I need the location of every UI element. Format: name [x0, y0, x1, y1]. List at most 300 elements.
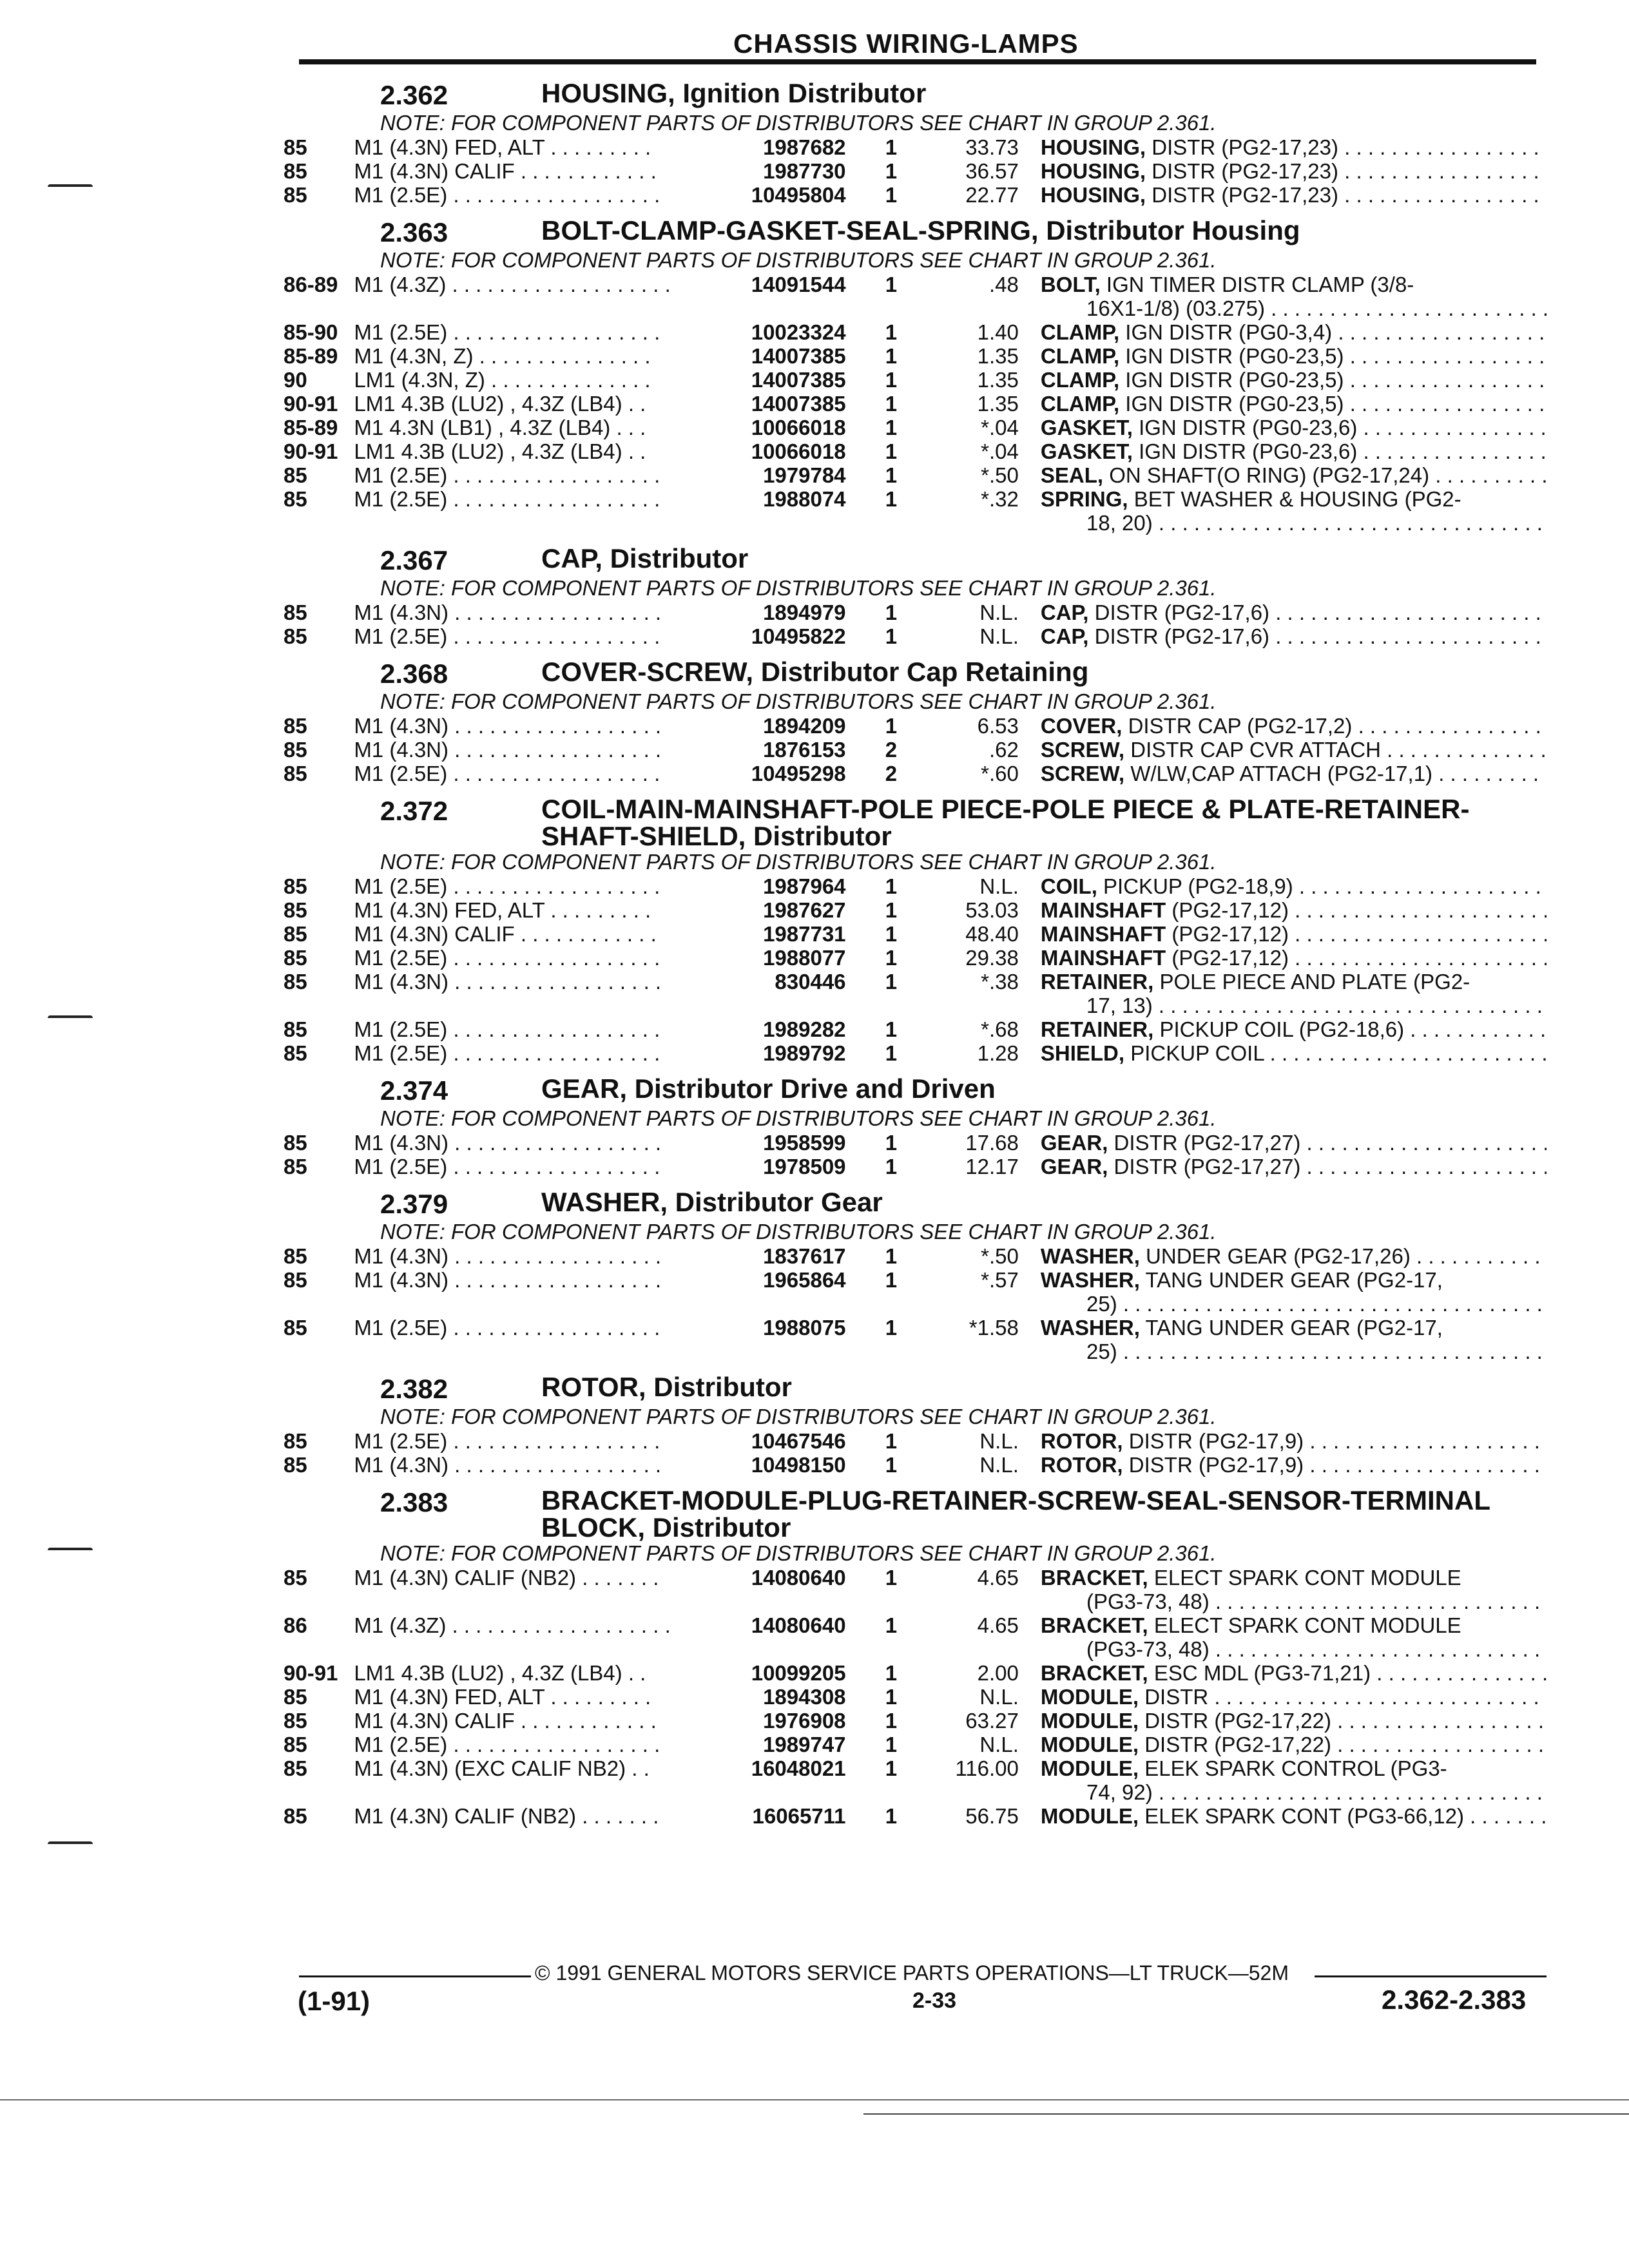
description-text: UNDER GEAR (PG2-17,26) . . .	[1140, 1244, 1547, 1268]
part-number: 1987964	[763, 874, 846, 898]
section-header	[380, 1075, 1547, 1106]
part-row	[284, 1316, 1547, 1340]
part-number: 10467546	[751, 1429, 846, 1453]
part-description	[1041, 601, 1547, 624]
description-text: ELEK SPARK CONTROL (PG3-	[1139, 1756, 1447, 1780]
section-number: 2.372	[380, 796, 448, 826]
part-row	[284, 1131, 1547, 1155]
section-2-372	[284, 796, 1547, 1065]
description-continuation-row	[284, 296, 1547, 320]
part-description	[1041, 416, 1547, 439]
part-description	[1041, 946, 1547, 970]
section-header	[380, 1487, 1547, 1541]
part-description	[1041, 368, 1547, 392]
part-description	[1041, 1155, 1547, 1178]
part-description	[1041, 1453, 1547, 1477]
part-row	[284, 1685, 1547, 1709]
description-continuation-row	[284, 994, 1547, 1017]
part-number: 1989792	[763, 1041, 846, 1065]
part-row	[284, 1661, 1547, 1685]
model-application: M1 (4.3N) CALIF (NB2) . . . . . . .	[354, 1804, 659, 1828]
continuation-text: 25) . . .	[1086, 1292, 1547, 1316]
description-keyword: SHIELD,	[1040, 1041, 1125, 1065]
part-description	[1041, 1661, 1547, 1685]
part-number: 1979784	[763, 463, 846, 487]
description-text: DISTR (PG2-17,23) . . .	[1146, 135, 1547, 159]
quantity: 1	[885, 1566, 898, 1590]
price: N.L.	[979, 601, 1019, 624]
description-text: POLE PIECE AND PLATE (PG2-	[1153, 970, 1470, 994]
price: 4.65	[977, 1613, 1019, 1637]
part-row	[284, 320, 1547, 344]
part-number: 10495822	[751, 624, 846, 648]
model-application: M1 (4.3N) . . . . . . . . . . . . . . . . . .	[354, 1268, 662, 1292]
part-number: 1894979	[763, 601, 846, 624]
quantity: 1	[885, 1685, 898, 1709]
model-application: LM1 4.3B (LU2) , 4.3Z (LB4) . .	[354, 1661, 646, 1685]
part-number: 1987627	[763, 898, 846, 922]
part-number: 1987730	[763, 159, 846, 183]
section-header	[380, 80, 1547, 111]
description-keyword: GASKET,	[1040, 439, 1133, 463]
description-keyword: MAINSHAFT	[1040, 946, 1166, 970]
description-keyword: COIL,	[1040, 874, 1097, 898]
model-application: M1 (2.5E) . . . . . . . . . . . . . . . . . .	[354, 1017, 660, 1041]
description-text: (PG2-17,12) . . .	[1166, 946, 1547, 970]
price: *.57	[981, 1268, 1019, 1292]
part-row	[284, 344, 1547, 368]
model-year: 85	[284, 898, 307, 922]
quantity: 1	[885, 463, 898, 487]
part-number: 1894209	[763, 714, 846, 738]
description-keyword: MODULE,	[1040, 1685, 1139, 1709]
part-row	[284, 738, 1547, 762]
model-year: 85	[284, 1316, 307, 1340]
description-text: ESC MDL (PG3-71,21) . . .	[1148, 1661, 1547, 1685]
description-text: DISTR (PG2-17,27) . . .	[1108, 1155, 1547, 1178]
part-number: 14080640	[751, 1566, 846, 1590]
section-title: COIL-MAIN-MAINSHAFT-POLE PIECE-POLE PIECE & PLATE-RETAINER-SHAFT-SHIELD, Distributor	[541, 794, 1470, 851]
part-row	[284, 416, 1547, 439]
section-number: 2.367	[380, 545, 448, 575]
description-continuation-row	[284, 1590, 1547, 1613]
part-number: 10495298	[751, 762, 846, 785]
part-row	[284, 1733, 1547, 1756]
model-year: 86	[284, 1613, 307, 1637]
part-row	[284, 922, 1547, 946]
part-description	[1041, 898, 1547, 922]
model-year: 85	[284, 1041, 307, 1065]
section-note: NOTE: FOR COMPONENT PARTS OF DISTRIBUTORS SEE CHART IN GROUP 2.361.	[380, 1220, 1217, 1244]
description-keyword: HOUSING,	[1040, 159, 1146, 183]
model-application: LM1 4.3B (LU2) , 4.3Z (LB4) . .	[354, 439, 646, 463]
price: N.L.	[979, 1685, 1019, 1709]
part-row	[284, 159, 1547, 183]
price: *.68	[981, 1017, 1019, 1041]
model-year: 85	[284, 135, 307, 159]
section-header	[380, 1189, 1547, 1220]
price: 1.40	[977, 320, 1019, 344]
price: 33.73	[965, 135, 1019, 159]
price: .62	[989, 738, 1019, 762]
model-year: 85	[284, 159, 307, 183]
part-description	[1041, 922, 1547, 946]
footer-page-number: 2-33	[912, 1988, 957, 2013]
section-number: 2.379	[380, 1189, 448, 1219]
model-application: M1 (2.5E) . . . . . . . . . . . . . . . . . .	[354, 624, 660, 648]
description-text: PICKUP COIL (PG2-18,6) . . .	[1153, 1017, 1547, 1041]
part-number: 10099205	[751, 1661, 846, 1685]
model-application: M1 (4.3N) FED, ALT . . . . . . . . .	[354, 135, 651, 159]
part-description	[1041, 1566, 1547, 1590]
model-application: M1 (2.5E) . . . . . . . . . . . . . . . . . .	[354, 1429, 660, 1453]
price: 1.28	[977, 1041, 1019, 1065]
quantity: 1	[885, 273, 898, 296]
quantity: 1	[885, 1804, 898, 1828]
description-keyword: MODULE,	[1040, 1756, 1139, 1780]
part-row	[284, 1566, 1547, 1590]
description-text: DISTR CAP CVR ATTACH . . .	[1124, 738, 1547, 762]
price: 4.65	[977, 1566, 1019, 1590]
model-application: M1 (2.5E) . . . . . . . . . . . . . . . . . .	[354, 762, 660, 785]
part-row	[284, 392, 1547, 416]
margin-mark	[48, 1841, 93, 1844]
section-note: NOTE: FOR COMPONENT PARTS OF DISTRIBUTORS SEE CHART IN GROUP 2.361.	[380, 689, 1217, 713]
quantity: 1	[885, 416, 898, 439]
part-description	[1041, 1685, 1547, 1709]
description-text: IGN DISTR (PG0-23,6) . . .	[1133, 439, 1547, 463]
section-number: 2.362	[380, 80, 448, 110]
section-note: NOTE: FOR COMPONENT PARTS OF DISTRIBUTORS SEE CHART IN GROUP 2.361.	[380, 248, 1217, 272]
description-keyword: SEAL,	[1040, 463, 1104, 487]
continuation-text: 17, 13) . . .	[1086, 994, 1547, 1017]
section-header	[380, 658, 1547, 689]
section-title: GEAR, Distributor Drive and Driven	[541, 1073, 996, 1104]
part-number: 14091544	[751, 273, 846, 296]
model-application: M1 (2.5E) . . . . . . . . . . . . . . . . . .	[354, 1316, 660, 1340]
description-continuation	[1045, 994, 1547, 1017]
price: N.L.	[979, 1733, 1019, 1756]
part-description	[1041, 392, 1547, 416]
price: N.L.	[979, 874, 1019, 898]
description-continuation-row	[284, 1780, 1547, 1804]
model-application: M1 (4.3N) . . . . . . . . . . . . . . . . . .	[354, 601, 662, 624]
section-2-363	[284, 217, 1547, 535]
part-number: 1958599	[763, 1131, 846, 1155]
model-year: 85	[284, 1017, 307, 1041]
model-year: 85	[284, 1244, 307, 1268]
description-keyword: MODULE,	[1040, 1804, 1139, 1828]
part-row	[284, 874, 1547, 898]
price: 1.35	[977, 392, 1019, 416]
quantity: 1	[885, 1017, 898, 1041]
part-number: 14080640	[751, 1613, 846, 1637]
price: *.38	[981, 970, 1019, 994]
quantity: 1	[885, 1155, 898, 1178]
section-number: 2.363	[380, 217, 448, 247]
description-keyword: MODULE,	[1040, 1733, 1139, 1756]
part-row	[284, 970, 1547, 994]
section-title: COVER-SCREW, Distributor Cap Retaining	[541, 657, 1089, 687]
part-number: 16048021	[751, 1756, 846, 1780]
model-application: M1 (2.5E) . . . . . . . . . . . . . . . . . .	[354, 1733, 660, 1756]
quantity: 1	[885, 922, 898, 946]
part-row	[284, 1017, 1547, 1041]
quantity: 1	[885, 368, 898, 392]
description-keyword: CAP,	[1040, 601, 1089, 624]
part-number: 10066018	[751, 439, 846, 463]
section-number: 2.383	[380, 1487, 448, 1517]
description-keyword: SCREW,	[1040, 738, 1125, 762]
part-number: 14007385	[751, 368, 846, 392]
quantity: 1	[885, 714, 898, 738]
footer-date-code: (1-91)	[298, 1986, 371, 2016]
description-text: DISTR (PG2-17,27) . . .	[1108, 1131, 1547, 1155]
description-text: IGN DISTR (PG0-23,5) . . .	[1119, 392, 1547, 416]
description-text: DISTR (PG2-17,23) . . .	[1146, 183, 1547, 207]
part-number: 1988077	[763, 946, 846, 970]
model-year: 85	[284, 487, 307, 511]
part-description	[1041, 874, 1547, 898]
model-application: M1 (2.5E) . . . . . . . . . . . . . . . . . .	[354, 946, 660, 970]
part-description	[1041, 463, 1547, 487]
quantity: 1	[885, 1131, 898, 1155]
price: 2.00	[977, 1661, 1019, 1685]
quantity: 1	[885, 1613, 898, 1637]
description-keyword: BOLT,	[1040, 273, 1101, 296]
section-header	[380, 1374, 1547, 1405]
model-year: 90-91	[284, 392, 338, 416]
description-text: DISTR (PG2-17,22) . . .	[1139, 1709, 1547, 1733]
price: 116.00	[955, 1756, 1019, 1780]
model-application: M1 (2.5E) . . . . . . . . . . . . . . . . . .	[354, 1155, 660, 1178]
model-year: 85	[284, 1429, 307, 1453]
description-text: DISTR (PG2-17,9) . . .	[1123, 1429, 1547, 1453]
part-row	[284, 1453, 1547, 1477]
part-description	[1041, 135, 1547, 159]
model-application: M1 (4.3N) . . . . . . . . . . . . . . . . . .	[354, 738, 662, 762]
section-number: 2.368	[380, 658, 448, 689]
price: 17.68	[965, 1131, 1019, 1155]
continuation-text: (PG3-73, 48) . . .	[1086, 1590, 1547, 1613]
part-description	[1041, 344, 1547, 368]
model-application: M1 (4.3N) . . . . . . . . . . . . . . . . . .	[354, 1244, 662, 1268]
description-keyword: RETAINER,	[1040, 970, 1154, 994]
quantity: 1	[885, 1453, 898, 1477]
part-number: 1987731	[763, 922, 846, 946]
quantity: 2	[885, 738, 898, 762]
quantity: 1	[885, 1661, 898, 1685]
part-row	[284, 368, 1547, 392]
description-continuation-row	[284, 1637, 1547, 1661]
part-description	[1041, 1268, 1547, 1292]
quantity: 1	[885, 320, 898, 344]
description-continuation	[1045, 511, 1547, 535]
quantity: 1	[885, 183, 898, 207]
description-text: PICKUP (PG2-18,9) . . .	[1097, 874, 1547, 898]
description-text: ON SHAFT(O RING) (PG2-17,24) . . .	[1103, 463, 1547, 487]
part-number: 1978509	[763, 1155, 846, 1178]
description-keyword: BRACKET,	[1040, 1613, 1148, 1637]
description-continuation	[1045, 1590, 1547, 1613]
model-application: M1 (2.5E) . . . . . . . . . . . . . . . . . .	[354, 183, 660, 207]
section-note: NOTE: FOR COMPONENT PARTS OF DISTRIBUTORS SEE CHART IN GROUP 2.361.	[380, 1405, 1217, 1428]
model-application: M1 4.3N (LB1) , 4.3Z (LB4) . . .	[354, 416, 646, 439]
description-continuation	[1045, 296, 1547, 320]
model-application: M1 (4.3N) . . . . . . . . . . . . . . . . . .	[354, 714, 662, 738]
model-application: M1 (4.3N) . . . . . . . . . . . . . . . . . .	[354, 1131, 662, 1155]
price: 1.35	[977, 368, 1019, 392]
part-description	[1041, 320, 1547, 344]
model-year: 85	[284, 1756, 307, 1780]
continuation-text: (PG3-73, 48) . . .	[1086, 1637, 1547, 1661]
description-keyword: CLAMP,	[1040, 392, 1120, 416]
part-description	[1041, 1613, 1547, 1637]
quantity: 1	[885, 1244, 898, 1268]
price: 22.77	[965, 183, 1019, 207]
description-keyword: BRACKET,	[1040, 1661, 1148, 1685]
section-title: ROTOR, Distributor	[541, 1372, 792, 1402]
part-description	[1041, 273, 1547, 296]
part-row	[284, 273, 1547, 296]
description-keyword: GASKET,	[1040, 416, 1133, 439]
part-row	[284, 762, 1547, 785]
part-number: 16065711	[752, 1804, 846, 1828]
part-number: 10495804	[751, 183, 846, 207]
part-row	[284, 1155, 1547, 1178]
description-text: IGN DISTR (PG0-23,6) . . .	[1133, 416, 1547, 439]
model-application: M1 (4.3Z) . . . . . . . . . . . . . . . . . . .	[354, 273, 671, 296]
model-year: 85	[284, 922, 307, 946]
model-year: 85	[284, 762, 307, 785]
section-note: NOTE: FOR COMPONENT PARTS OF DISTRIBUTORS SEE CHART IN GROUP 2.361.	[380, 850, 1217, 874]
parts-list	[284, 70, 1547, 1828]
model-application: M1 (2.5E) . . . . . . . . . . . . . . . . . .	[354, 463, 660, 487]
quantity: 1	[885, 159, 898, 183]
model-application: M1 (4.3N) CALIF . . . . . . . . . . . .	[354, 922, 657, 946]
description-continuation	[1045, 1292, 1547, 1316]
description-keyword: HOUSING,	[1040, 183, 1146, 207]
price: 63.27	[965, 1709, 1019, 1733]
quantity: 1	[885, 874, 898, 898]
part-number: 14007385	[751, 392, 846, 416]
part-row	[284, 624, 1547, 648]
description-keyword: SPRING,	[1040, 487, 1128, 511]
section-title: CAP, Distributor	[541, 543, 749, 573]
description-text: ELECT SPARK CONT MODULE	[1148, 1613, 1461, 1637]
page-title: CHASSIS WIRING-LAMPS	[733, 28, 1079, 59]
quantity: 1	[885, 601, 898, 624]
price: N.L.	[979, 1429, 1019, 1453]
description-keyword: MAINSHAFT	[1040, 922, 1166, 946]
part-number: 10066018	[751, 416, 846, 439]
part-description	[1041, 1804, 1547, 1828]
description-text: (PG2-17,12) . . .	[1166, 898, 1547, 922]
quantity: 1	[885, 898, 898, 922]
part-number: 1894308	[763, 1685, 846, 1709]
model-application: M1 (2.5E) . . . . . . . . . . . . . . . . . .	[354, 320, 660, 344]
margin-mark	[48, 184, 93, 187]
description-keyword: CLAMP,	[1040, 320, 1120, 344]
part-description	[1041, 183, 1547, 207]
price: *.50	[981, 463, 1019, 487]
description-text: IGN DISTR (PG0-23,5) . . .	[1119, 368, 1547, 392]
price: 53.03	[965, 898, 1019, 922]
part-description	[1041, 159, 1547, 183]
part-description	[1041, 624, 1547, 648]
part-number: 1876153	[763, 738, 846, 762]
description-text: DISTR (PG2-17,6) . . .	[1088, 624, 1547, 648]
part-description	[1041, 1756, 1547, 1780]
section-2-374	[284, 1075, 1547, 1178]
description-text: DISTR (PG2-17,22) . . .	[1139, 1733, 1547, 1756]
bottom-rule	[0, 2099, 1629, 2100]
section-note: NOTE: FOR COMPONENT PARTS OF DISTRIBUTORS SEE CHART IN GROUP 2.361.	[380, 1541, 1217, 1565]
part-row	[284, 487, 1547, 511]
quantity: 1	[885, 439, 898, 463]
description-keyword: CLAMP,	[1040, 368, 1120, 392]
price: 29.38	[965, 946, 1019, 970]
description-text: IGN DISTR (PG0-23,5) . . .	[1119, 344, 1547, 368]
model-year: 90-91	[284, 1661, 338, 1685]
part-description	[1041, 1709, 1547, 1733]
margin-mark	[48, 1548, 93, 1550]
section-number: 2.374	[380, 1075, 448, 1106]
description-text: DISTR CAP (PG2-17,2) . . .	[1122, 714, 1547, 738]
model-year: 85	[284, 1685, 307, 1709]
part-number: 830446	[775, 970, 846, 994]
price: *.50	[981, 1244, 1019, 1268]
description-keyword: WASHER,	[1040, 1268, 1140, 1292]
part-number: 1965864	[763, 1268, 846, 1292]
model-year: 85	[284, 1131, 307, 1155]
model-year: 85	[284, 738, 307, 762]
section-title: WASHER, Distributor Gear	[541, 1187, 883, 1217]
quantity: 2	[885, 762, 898, 785]
quantity: 1	[885, 487, 898, 511]
description-keyword: MODULE,	[1040, 1709, 1139, 1733]
description-text: TANG UNDER GEAR (PG2-17,	[1139, 1268, 1443, 1292]
price: *1.58	[969, 1316, 1019, 1340]
part-number: 10498150	[751, 1453, 846, 1477]
quantity: 1	[885, 1041, 898, 1065]
continuation-text: 18, 20) . . .	[1086, 511, 1547, 535]
price: .48	[989, 273, 1019, 296]
description-text: W/LW,CAP ATTACH (PG2-17,1) . . .	[1124, 762, 1547, 785]
part-description	[1041, 1131, 1547, 1155]
part-row	[284, 898, 1547, 922]
model-year: 90-91	[284, 439, 338, 463]
model-year: 85	[284, 624, 307, 648]
description-text: DISTR (PG2-17,9) . . .	[1123, 1453, 1547, 1477]
quantity: 1	[885, 970, 898, 994]
part-description	[1041, 487, 1547, 511]
part-description	[1041, 714, 1547, 738]
part-number: 14007385	[751, 344, 846, 368]
part-row	[284, 601, 1547, 624]
model-application: M1 (4.3N) . . . . . . . . . . . . . . . . . .	[354, 970, 662, 994]
part-row	[284, 1268, 1547, 1292]
model-year: 90	[284, 368, 307, 392]
top-rule	[299, 59, 1536, 64]
quantity: 1	[885, 1316, 898, 1340]
description-text: IGN DISTR (PG0-3,4) . . .	[1119, 320, 1547, 344]
quantity: 1	[885, 135, 898, 159]
description-text: IGN TIMER DISTR CLAMP (3/8-	[1100, 273, 1414, 296]
part-description	[1041, 439, 1547, 463]
price: 56.75	[965, 1804, 1019, 1828]
model-year: 85	[284, 970, 307, 994]
